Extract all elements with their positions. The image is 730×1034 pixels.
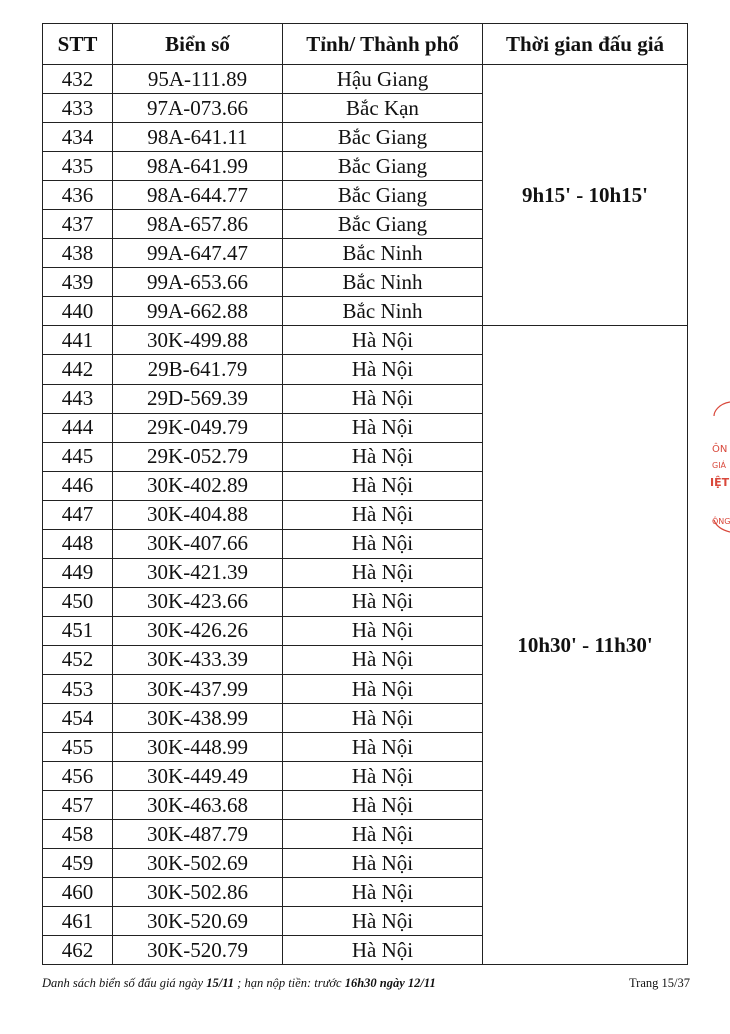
row-plate-number: 99A-662.88 — [113, 297, 283, 326]
row-plate-number: 98A-641.99 — [113, 152, 283, 181]
row-plate-number: 30K-448.99 — [113, 733, 283, 762]
page-footer — [42, 976, 690, 991]
row-province: Bắc Kạn — [283, 94, 483, 123]
row-stt: 450 — [43, 587, 113, 616]
row-province: Bắc Ninh — [283, 268, 483, 297]
row-plate-number: 29B-641.79 — [113, 355, 283, 384]
seal-stamp-icon — [706, 400, 730, 540]
row-stt: 442 — [43, 355, 113, 384]
svg-text:GIÁ: GIÁ — [712, 461, 727, 470]
row-stt: 448 — [43, 529, 113, 558]
table-row — [43, 65, 688, 94]
row-stt: 461 — [43, 907, 113, 936]
row-plate-number: 30K-402.89 — [113, 471, 283, 500]
row-province: Bắc Giang — [283, 152, 483, 181]
row-stt: 437 — [43, 210, 113, 239]
footer-note — [42, 976, 436, 991]
row-plate-number: 30K-437.99 — [113, 674, 283, 703]
row-plate-number: 30K-520.79 — [113, 936, 283, 965]
row-plate-number: 29K-052.79 — [113, 442, 283, 471]
row-province: Hà Nội — [283, 587, 483, 616]
row-stt: 454 — [43, 704, 113, 733]
row-stt: 435 — [43, 152, 113, 181]
row-plate-number: 97A-073.66 — [113, 94, 283, 123]
row-plate-number: 30K-520.69 — [113, 907, 283, 936]
row-stt: 440 — [43, 297, 113, 326]
table-row — [43, 326, 688, 355]
row-plate-number: 29D-569.39 — [113, 384, 283, 413]
table-header-row — [43, 24, 688, 65]
row-province: Hà Nội — [283, 471, 483, 500]
row-province: Hà Nội — [283, 878, 483, 907]
row-plate-number: 29K-049.79 — [113, 413, 283, 442]
row-province: Hà Nội — [283, 442, 483, 471]
row-stt: 432 — [43, 65, 113, 94]
svg-text:IỆT: IỆT — [710, 476, 730, 489]
row-province: Hà Nội — [283, 529, 483, 558]
row-province: Bắc Giang — [283, 210, 483, 239]
row-province: Hà Nội — [283, 384, 483, 413]
footer-text-2: ; hạn nộp tiền: trước — [234, 976, 345, 990]
row-plate-number: 30K-421.39 — [113, 558, 283, 587]
row-plate-number: 30K-487.79 — [113, 820, 283, 849]
row-stt: 446 — [43, 471, 113, 500]
header-auction-time: Thời gian đấu giá — [483, 24, 688, 65]
table-body — [43, 65, 688, 965]
red-seal-stamp — [706, 400, 730, 540]
row-stt: 455 — [43, 733, 113, 762]
row-stt: 444 — [43, 413, 113, 442]
row-province: Hà Nội — [283, 907, 483, 936]
row-plate-number: 98A-657.86 — [113, 210, 283, 239]
row-stt: 457 — [43, 791, 113, 820]
header-stt: STT — [43, 24, 113, 65]
row-province: Bắc Giang — [283, 181, 483, 210]
row-plate-number: 30K-423.66 — [113, 587, 283, 616]
row-plate-number: 98A-641.11 — [113, 123, 283, 152]
row-stt: 438 — [43, 239, 113, 268]
auction-plate-table — [42, 23, 688, 965]
row-province: Hậu Giang — [283, 65, 483, 94]
row-stt: 443 — [43, 384, 113, 413]
page-number: Trang 15/37 — [628, 976, 690, 990]
row-province: Bắc Giang — [283, 123, 483, 152]
footer-text-1: Danh sách biển số đấu giá ngày — [42, 976, 207, 990]
row-plate-number: 30K-407.66 — [113, 529, 283, 558]
row-stt: 436 — [43, 181, 113, 210]
row-province: Hà Nội — [283, 674, 483, 703]
row-stt: 439 — [43, 268, 113, 297]
row-plate-number: 30K-404.88 — [113, 500, 283, 529]
row-plate-number: 98A-644.77 — [113, 181, 283, 210]
row-plate-number: 95A-111.89 — [113, 65, 283, 94]
row-province: Bắc Ninh — [283, 239, 483, 268]
row-province: Hà Nội — [283, 326, 483, 355]
row-province: Hà Nội — [283, 500, 483, 529]
row-province: Hà Nội — [283, 762, 483, 791]
footer-auction-date: 15/11 — [206, 976, 235, 990]
row-plate-number: 30K-438.99 — [113, 704, 283, 733]
row-province: Hà Nội — [283, 413, 483, 442]
row-plate-number: 30K-449.49 — [113, 762, 283, 791]
row-province: Hà Nội — [283, 820, 483, 849]
row-province: Hà Nội — [283, 558, 483, 587]
row-plate-number: 30K-502.69 — [113, 849, 283, 878]
row-stt: 460 — [43, 878, 113, 907]
svg-text:ÔN: ÔN — [712, 444, 728, 455]
row-stt: 447 — [43, 500, 113, 529]
auction-time-slot: 10h30' - 11h30' — [483, 326, 688, 965]
row-plate-number: 30K-463.68 — [113, 791, 283, 820]
row-province: Hà Nội — [283, 355, 483, 384]
row-plate-number: 30K-499.88 — [113, 326, 283, 355]
row-province: Hà Nội — [283, 616, 483, 645]
row-stt: 453 — [43, 674, 113, 703]
row-plate-number: 99A-647.47 — [113, 239, 283, 268]
row-stt: 434 — [43, 123, 113, 152]
row-stt: 445 — [43, 442, 113, 471]
row-stt: 451 — [43, 616, 113, 645]
row-stt: 456 — [43, 762, 113, 791]
row-stt: 458 — [43, 820, 113, 849]
row-province: Hà Nội — [283, 645, 483, 674]
row-stt: 449 — [43, 558, 113, 587]
row-stt: 452 — [43, 645, 113, 674]
row-stt: 459 — [43, 849, 113, 878]
row-plate-number: 30K-502.86 — [113, 878, 283, 907]
header-plate: Biển số — [113, 24, 283, 65]
footer-deadline: 16h30 ngày 12/11 — [344, 976, 436, 990]
header-province: Tỉnh/ Thành phố — [283, 24, 483, 65]
row-plate-number: 30K-433.39 — [113, 645, 283, 674]
row-province: Hà Nội — [283, 704, 483, 733]
auction-time-slot: 9h15' - 10h15' — [483, 65, 688, 326]
row-stt: 433 — [43, 94, 113, 123]
row-stt: 462 — [43, 936, 113, 965]
row-plate-number: 99A-653.66 — [113, 268, 283, 297]
row-province: Hà Nội — [283, 733, 483, 762]
row-stt: 441 — [43, 326, 113, 355]
row-province: Hà Nội — [283, 936, 483, 965]
row-plate-number: 30K-426.26 — [113, 616, 283, 645]
row-province: Hà Nội — [283, 849, 483, 878]
row-province: Hà Nội — [283, 791, 483, 820]
svg-text:ÔNG: ÔNG — [712, 517, 730, 526]
row-province: Bắc Ninh — [283, 297, 483, 326]
